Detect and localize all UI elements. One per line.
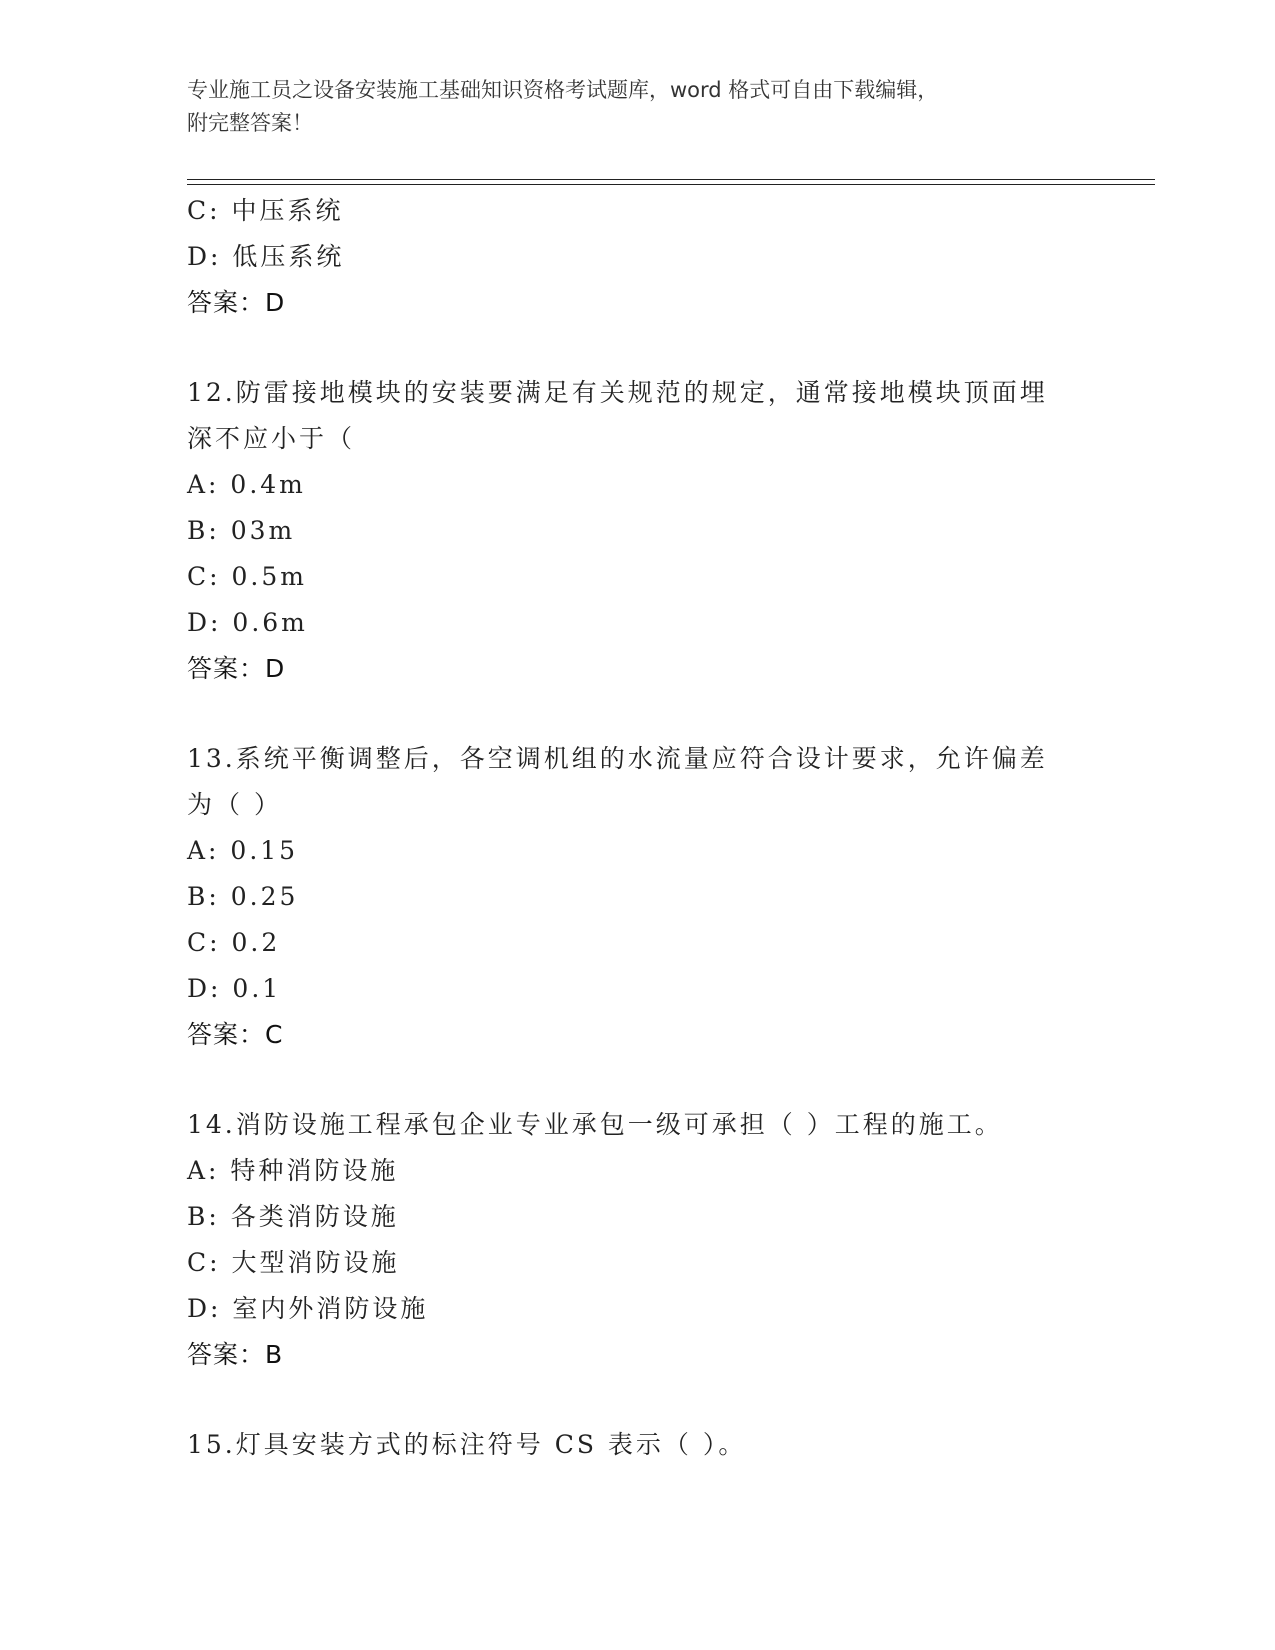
option-b: B: 03m bbox=[187, 516, 296, 545]
option-d: D: 室内外消防设施 bbox=[187, 1294, 429, 1323]
option-c: C: 0.5m bbox=[187, 562, 307, 591]
option-d: D: 低压系统 bbox=[187, 242, 345, 271]
answer: 答案：C bbox=[187, 1020, 284, 1049]
question-text-line-2: 深不应小于（ bbox=[187, 424, 356, 453]
question-text-line-1: 15.灯具安装方式的标注符号 CS 表示（ ）。 bbox=[187, 1430, 747, 1459]
question-list bbox=[187, 188, 1087, 1468]
question-text-line-1: 14.消防设施工程承包企业专业承包一级可承担（ ）工程的施工。 bbox=[187, 1110, 1003, 1139]
header-line-1: 专业施工员之设备安装施工基础知识资格考试题库，word 格式可自由下载编辑， bbox=[187, 78, 939, 102]
option-a: A: 0.15 bbox=[187, 836, 299, 865]
option-c: C: 大型消防设施 bbox=[187, 1248, 400, 1277]
option-d: D: 0.1 bbox=[187, 974, 282, 1003]
question-text-line-2: 为（ ） bbox=[187, 790, 282, 819]
question-text-line-1: 13.系统平衡调整后，各空调机组的水流量应符合设计要求，允许偏差 bbox=[187, 744, 1048, 773]
answer: 答案：D bbox=[187, 654, 286, 683]
header-line-2: 附完整答案！ bbox=[187, 111, 313, 135]
answer: 答案：B bbox=[187, 1340, 284, 1369]
document-header bbox=[187, 74, 1087, 140]
option-a: A: 0.4m bbox=[187, 470, 306, 499]
header-divider-bottom bbox=[187, 184, 1155, 185]
question-15 bbox=[187, 1422, 1087, 1468]
option-b: B: 各类消防设施 bbox=[187, 1202, 399, 1231]
option-a: A: 特种消防设施 bbox=[187, 1156, 399, 1185]
option-d: D: 0.6m bbox=[187, 608, 308, 637]
question-12 bbox=[187, 370, 1087, 692]
question-text-line-1: 12.防雷接地模块的安装要满足有关规范的规定，通常接地模块顶面埋 bbox=[187, 378, 1048, 407]
option-c: C: 中压系统 bbox=[187, 196, 344, 225]
option-c: C: 0.2 bbox=[187, 928, 281, 957]
option-b: B: 0.25 bbox=[187, 882, 299, 911]
answer: 答案：D bbox=[187, 288, 286, 317]
question-13 bbox=[187, 736, 1087, 1058]
question-11 bbox=[187, 188, 1087, 326]
question-14 bbox=[187, 1102, 1087, 1378]
header-divider-top bbox=[187, 179, 1155, 180]
